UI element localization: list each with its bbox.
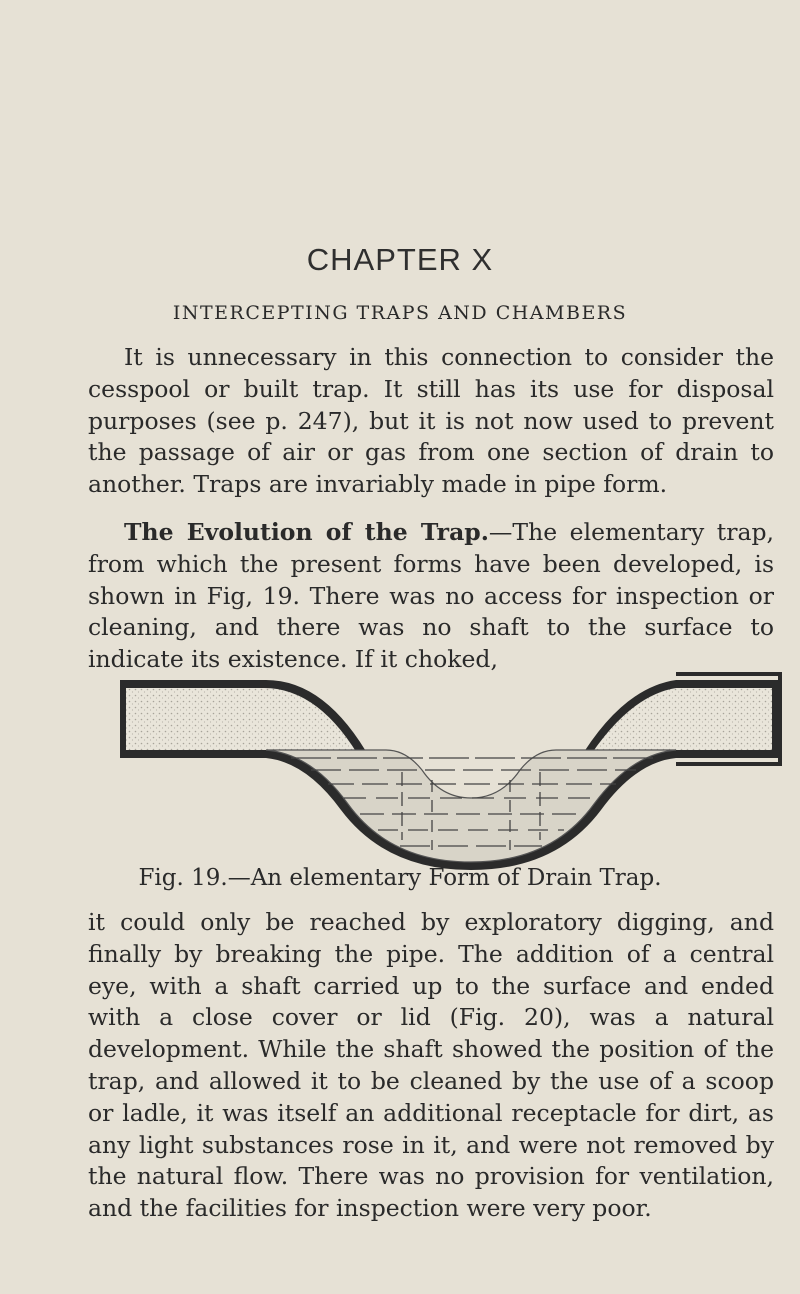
paragraph-evolution [88, 517, 774, 676]
trap-water [266, 750, 676, 862]
paragraph-intro: It is unnecessary in this connection to consider the cesspool or built trap. It still has its use for disposal purposes (see p. 247), but it is not now used to prevent the passage of air or gas from one section of drain to another. Traps are invariably made in pipe form. [88, 343, 774, 499]
figure-caption: Fig. 19.—An elementary Form of Drain Trap. [138, 865, 662, 891]
section-title: INTERCEPTING TRAPS AND CHAMBERS [172, 302, 628, 324]
inline-heading: The Evolution of the Trap. [124, 518, 489, 546]
chapter-title: CHAPTER X [306, 242, 494, 277]
paragraph-continuation: it could only be reached by exploratory digging, and finally by breaking the pipe. The addition of a central eye, with a shaft carried up to the surface and ended with a close cover or lid (Fig. 20), was a natural development. While the shaft showed the position of the trap, and allowed it to be cleaned by the use of a scoop or ladle, it was itself an additional receptacle for dirt, as any light substances rose in it, and were not removed by the natural flow. There was no provision for ventilation, and the facilities for inspection were very poor. [88, 908, 774, 1223]
drain-trap-figure [116, 670, 782, 870]
paragraph-evolution-body: —The elementary trap, from which the present forms have been developed, is shown in Fig, 19. There was no access for inspection or cleaning, and there was no shaft to the surface to indicate its existence. If it choked, [88, 518, 774, 674]
